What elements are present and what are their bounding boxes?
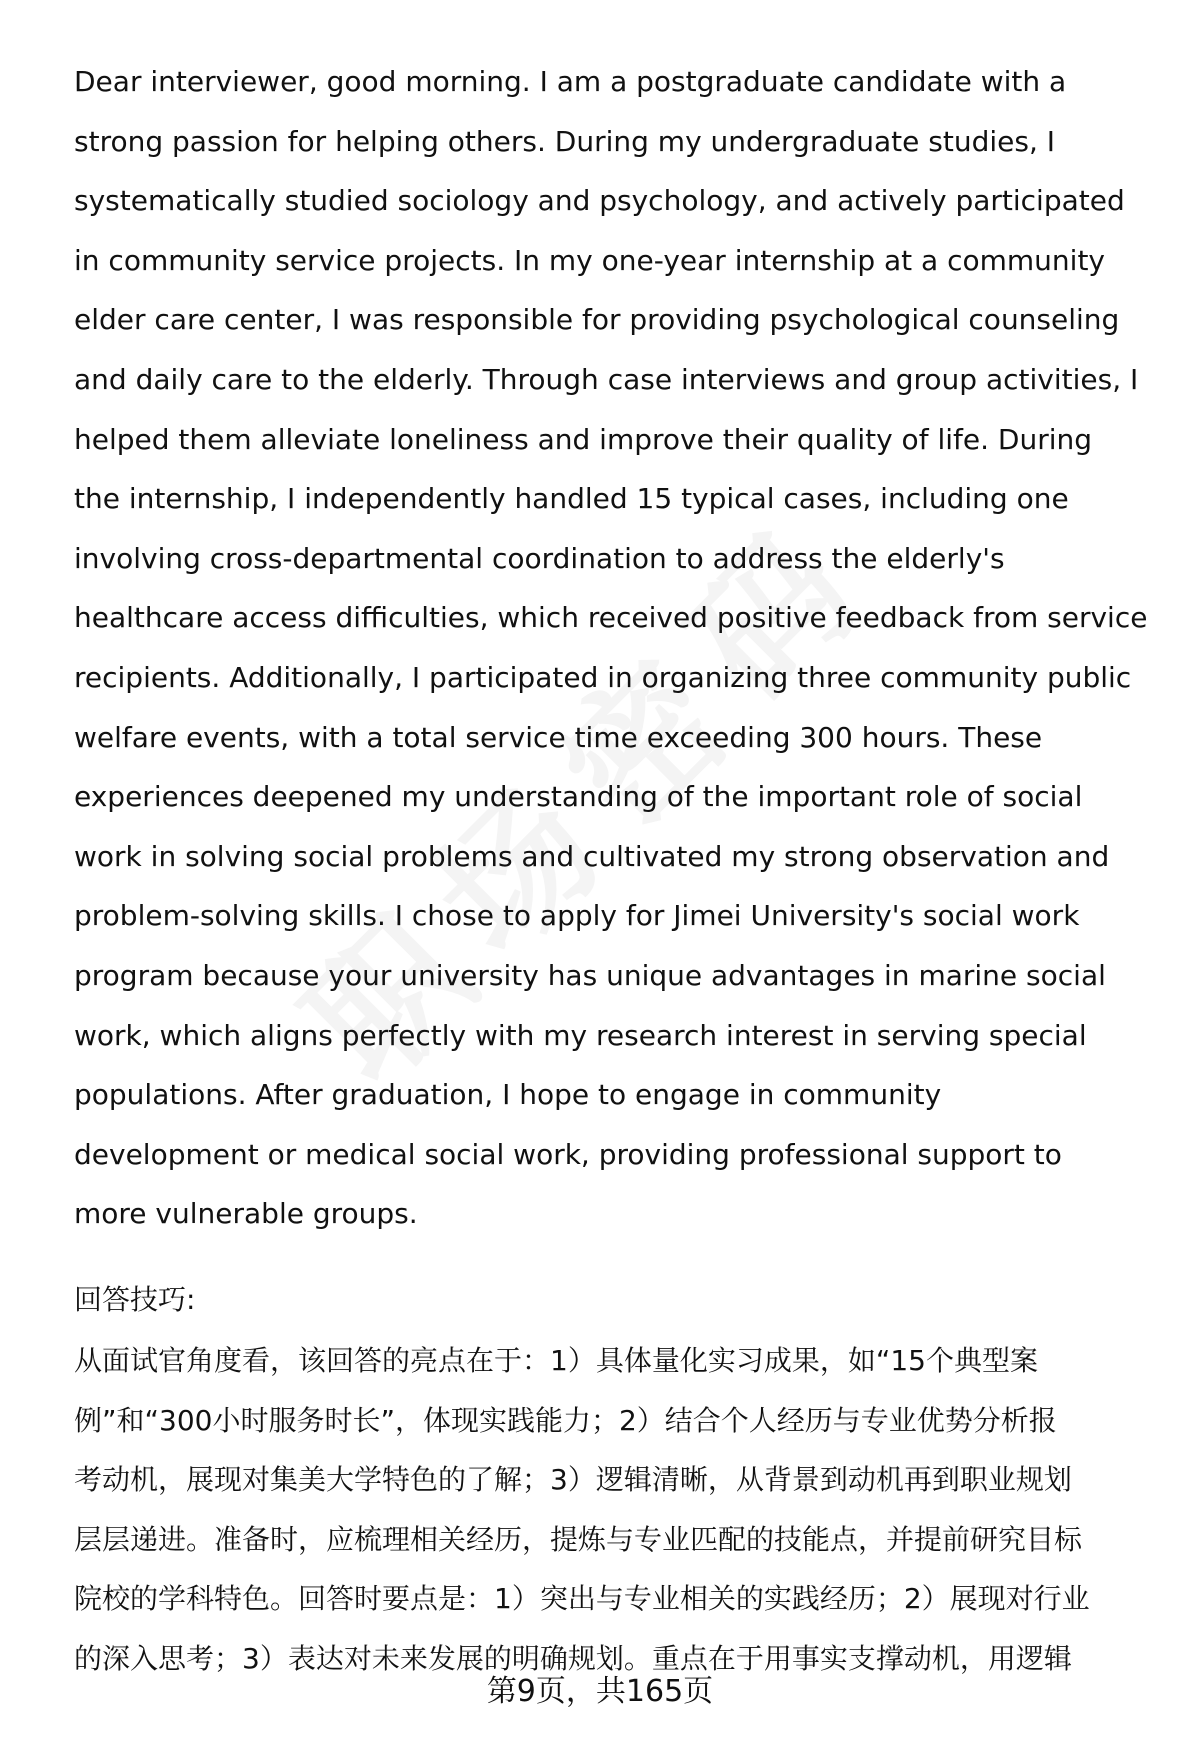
answer-line: helped them alleviate loneliness and improve their quality of life. During [74,422,1093,456]
answer-line: in community service projects. In my one-year internship at a community [74,243,1105,277]
answer-line: the internship, I independently handled 15 typical cases, including one [74,482,1069,516]
answer-line: work in solving social problems and cultivated my strong observation and [74,839,1110,873]
answer-line: recipients. Additionally, I participated in organizing three community public [74,660,1132,694]
answer-line: and daily care to the elderly. Through case interviews and group activities, I [74,362,1139,396]
answer-paragraph [74,52,1159,1244]
tips-line: 的深入思考；3）表达对未来发展的明确规划。重点在于用事实支撑动机，用逻辑 [74,1641,1072,1675]
tips-line: 从面试官角度看，该回答的亮点在于：1）具体量化实习成果，如“15个典型案 [74,1344,1038,1377]
answer-line: program because your university has unique advantages in marine social [74,958,1106,992]
answer-line: systematically studied sociology and psychology, and actively participated [74,184,1125,218]
answer-line: Dear interviewer, good morning. I am a postgraduate candidate with a [74,65,1067,98]
tips-line: 考动机，展现对集美大学特色的了解；3）逻辑清晰，从背景到动机再到职业规划 [74,1463,1072,1497]
tips-line: 院校的学科特色。回答时要点是：1）突出与专业相关的实践经历；2）展现对行业 [74,1582,1090,1616]
answer-line: welfare events, with a total service time exceeding 300 hours. These [74,720,1043,754]
answer-line: development or medical social work, providing professional support to [74,1137,1062,1171]
tips-heading: 回答技巧: [74,1283,196,1316]
answer-line: experiences deepened my understanding of the important role of social [74,780,1083,814]
tips-paragraph [74,1331,1164,1689]
answer-line: work, which aligns perfectly with my research interest in serving special [74,1018,1087,1052]
tips-line: 层层递进。准备时，应梳理相关经历，提炼与专业匹配的技能点，并提前研究目标 [74,1522,1083,1556]
answer-line: more vulnerable groups. [74,1197,418,1231]
answer-line: elder care center, I was responsible for providing psychological counseling [74,303,1120,337]
answer-line: involving cross-departmental coordination to address the elderly's [74,541,1005,575]
answer-line: populations. After graduation, I hope to engage in community [74,1078,942,1112]
answer-line: problem-solving skills. I chose to apply for Jimei University's social work [74,899,1080,933]
page-number: 第9页，共165页 [486,1674,714,1709]
answer-line: strong passion for helping others. During my undergraduate studies, I [74,124,1056,158]
tips-line: 例”和“300小时服务时长”，体现实践能力；2）结合个人经历与专业优势分析报 [74,1403,1057,1437]
answer-line: healthcare access difficulties, which received positive feedback from service [74,601,1148,635]
